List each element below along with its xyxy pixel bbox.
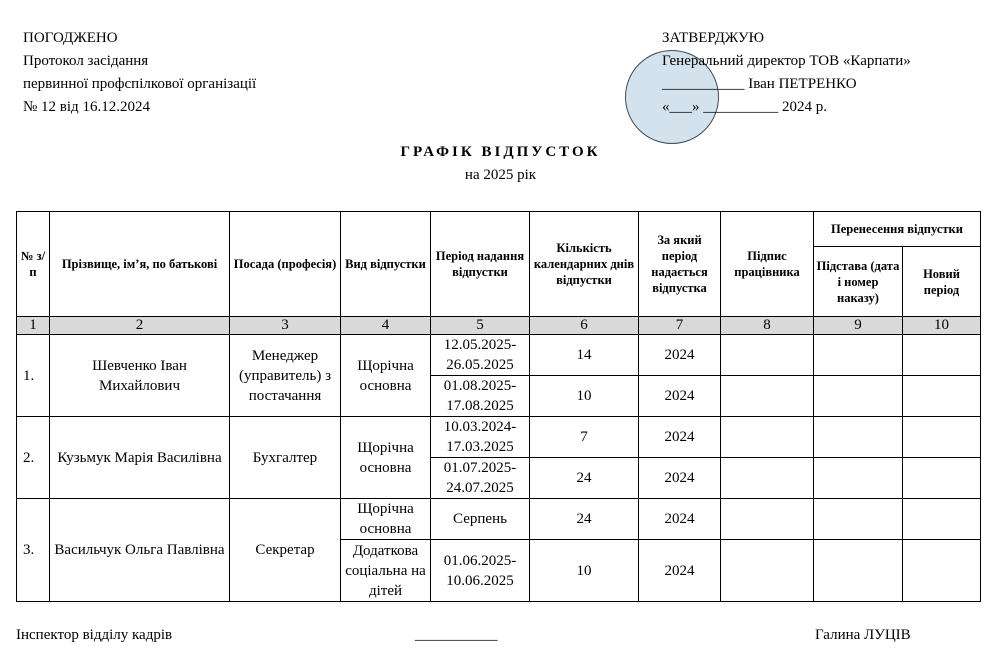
confirm-heading: ЗАТВЕРДЖУЮ xyxy=(662,30,765,46)
vacation-type: Щорічна основна xyxy=(341,335,431,417)
col-number: 8 xyxy=(721,317,814,335)
col-number: 5 xyxy=(431,317,530,335)
vacation-period: 01.07.2025-24.07.2025 xyxy=(431,458,530,499)
employee-position: Бухгалтер xyxy=(230,417,341,499)
employee-position: Менеджер (управитель) з постачання xyxy=(230,335,341,417)
approval-line-3: № 12 від 16.12.2024 xyxy=(23,99,150,115)
vacation-days: 10 xyxy=(530,540,639,602)
basis-cell[interactable] xyxy=(814,458,903,499)
row-num: 2. xyxy=(17,417,50,499)
header-position: Посада (професія) xyxy=(230,212,341,317)
basis-cell[interactable] xyxy=(814,499,903,540)
vacation-days: 10 xyxy=(530,376,639,417)
vacation-year: 2024 xyxy=(639,417,721,458)
document-title: ГРАФІК ВІДПУСТОК xyxy=(400,144,601,160)
new-period-cell[interactable] xyxy=(903,540,981,602)
basis-cell[interactable] xyxy=(814,540,903,602)
vacation-type: Додаткова соціальна на дітей xyxy=(341,540,431,602)
vacation-year: 2024 xyxy=(639,335,721,376)
col-number: 1 xyxy=(17,317,50,335)
table-row xyxy=(17,335,981,376)
col-number: 6 xyxy=(530,317,639,335)
col-number: 3 xyxy=(230,317,341,335)
new-period-cell[interactable] xyxy=(903,458,981,499)
confirm-line-3: «___» __________ 2024 р. xyxy=(662,99,827,115)
vacation-type: Щорічна основна xyxy=(341,417,431,499)
basis-cell[interactable] xyxy=(814,335,903,376)
col-number: 7 xyxy=(639,317,721,335)
document-subtitle: на 2025 рік xyxy=(464,167,537,183)
header-year: За який період надається відпустка xyxy=(639,212,721,317)
table-row xyxy=(17,417,981,458)
approval-block xyxy=(23,27,256,119)
signature-cell[interactable] xyxy=(721,376,814,417)
confirm-line-2: ___________ Іван ПЕТРЕНКО xyxy=(662,76,857,92)
signature-cell[interactable] xyxy=(721,499,814,540)
vacation-schedule-table xyxy=(16,211,981,602)
footer-signature-line: ___________ xyxy=(415,627,498,643)
signature-cell[interactable] xyxy=(721,458,814,499)
header-signature: Підпис працівника xyxy=(721,212,814,317)
approval-line-2: первинної профспілкової організації xyxy=(23,76,257,92)
confirm-block xyxy=(662,27,911,119)
approval-line-1: Протокол засідання xyxy=(23,53,149,69)
row-num: 3. xyxy=(17,499,50,602)
approval-heading: ПОГОДЖЕНО xyxy=(23,30,118,46)
signature-cell[interactable] xyxy=(721,417,814,458)
vacation-year: 2024 xyxy=(639,540,721,602)
employee-position: Секретар xyxy=(230,499,341,602)
vacation-year: 2024 xyxy=(639,499,721,540)
basis-cell[interactable] xyxy=(814,376,903,417)
vacation-year: 2024 xyxy=(639,458,721,499)
basis-cell[interactable] xyxy=(814,417,903,458)
vacation-days: 7 xyxy=(530,417,639,458)
footer-name: Галина ЛУЦІВ xyxy=(815,627,911,643)
row-num: 1. xyxy=(17,335,50,417)
new-period-cell[interactable] xyxy=(903,417,981,458)
signature-cell[interactable] xyxy=(721,335,814,376)
vacation-period: 10.03.2024-17.03.2025 xyxy=(431,417,530,458)
new-period-cell[interactable] xyxy=(903,499,981,540)
confirm-line-1: Генеральний директор ТОВ «Карпати» xyxy=(662,53,911,69)
header-new-period: Новий період xyxy=(903,247,981,317)
header-transfer: Перенесення відпустки xyxy=(814,212,981,247)
vacation-year: 2024 xyxy=(639,376,721,417)
employee-name: Кузьмук Марія Василівна xyxy=(50,417,230,499)
header-name: Прізвище, ім’я, по батькові xyxy=(50,212,230,317)
signature-cell[interactable] xyxy=(721,540,814,602)
employee-name: Шевченко Іван Михайлович xyxy=(50,335,230,417)
vacation-type: Щорічна основна xyxy=(341,499,431,540)
header-days: Кількість календарних днів відпустки xyxy=(530,212,639,317)
column-numbers-row xyxy=(17,317,981,335)
employee-name: Васильчук Ольга Павлівна xyxy=(50,499,230,602)
vacation-period: 01.06.2025-10.06.2025 xyxy=(431,540,530,602)
col-number: 4 xyxy=(341,317,431,335)
col-number: 9 xyxy=(814,317,903,335)
vacation-days: 24 xyxy=(530,499,639,540)
vacation-period: 01.08.2025-17.08.2025 xyxy=(431,376,530,417)
header-num: № з/п xyxy=(17,212,50,317)
vacation-days: 24 xyxy=(530,458,639,499)
new-period-cell[interactable] xyxy=(903,335,981,376)
vacation-period: 12.05.2025-26.05.2025 xyxy=(431,335,530,376)
header-type: Вид відпустки xyxy=(341,212,431,317)
col-number: 2 xyxy=(50,317,230,335)
header-period: Період надання відпустки xyxy=(431,212,530,317)
table-row xyxy=(17,499,981,540)
vacation-period: Серпень xyxy=(431,499,530,540)
col-number: 10 xyxy=(903,317,981,335)
header-basis: Підстава (дата і номер наказу) xyxy=(814,247,903,317)
footer-position: Інспектор відділу кадрів xyxy=(16,627,173,643)
new-period-cell[interactable] xyxy=(903,376,981,417)
vacation-days: 14 xyxy=(530,335,639,376)
